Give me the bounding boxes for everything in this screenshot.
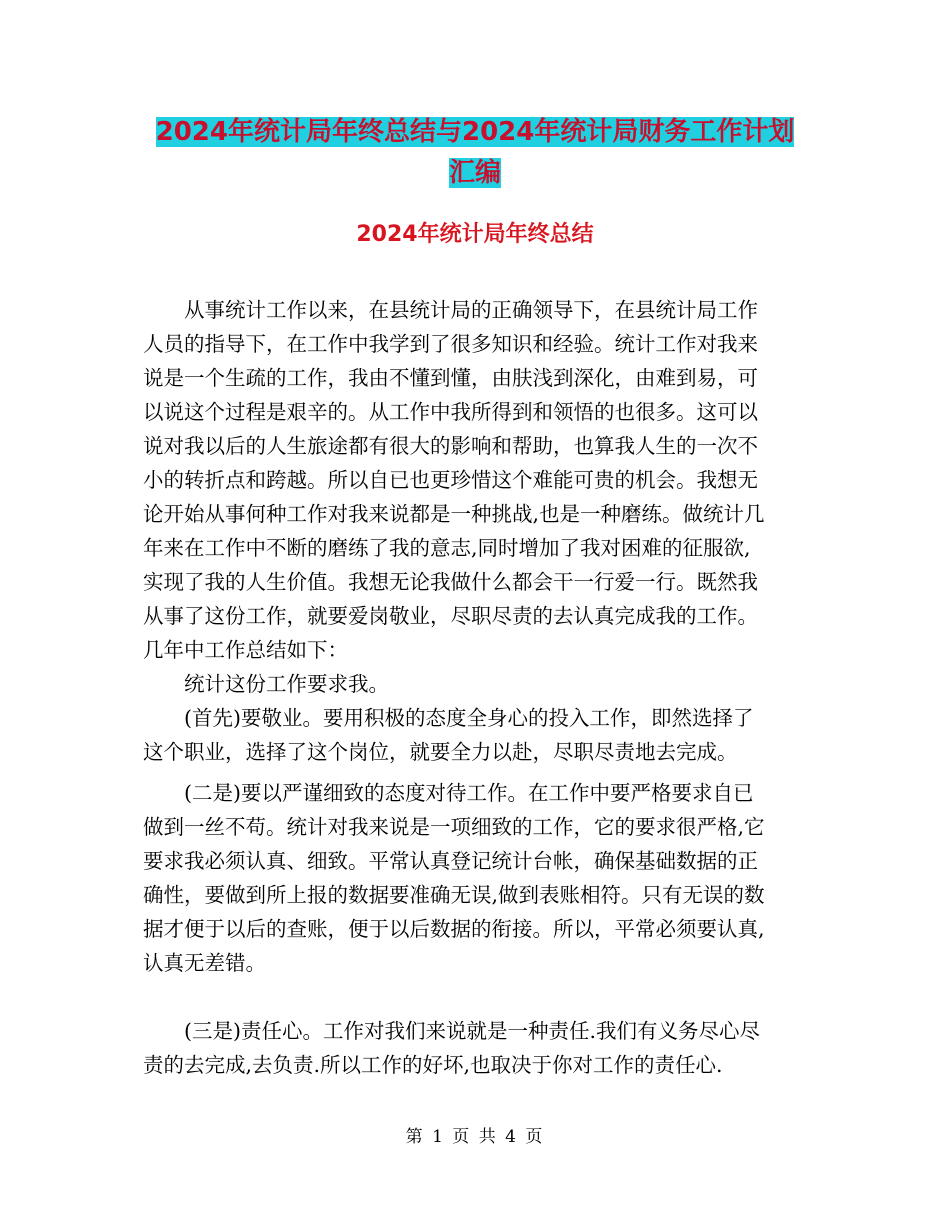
title-highlight: 2024年统计局年终总结与2024年统计局财务工作计划 [155, 117, 795, 147]
text-line: (首先)要敬业。要用积极的态度全身心的投入工作，即然选择了 [143, 706, 754, 730]
text-line: 论开始从事何种工作对我来说都是一种挑战,也是一种磨练。做统计几 [143, 502, 765, 526]
text-line: 认真无差错。 [143, 951, 266, 975]
text-line: 从事了这份工作，就要爱岗敬业，尽职尽责的去认真完成我的工作。 [143, 604, 758, 628]
text-line: 做到一丝不苟。统计对我来说是一项细致的工作，它的要求很严格,它 [143, 815, 765, 839]
text-line: 几年中工作总结如下： [143, 638, 348, 662]
section-heading: 2024年统计局年终总结 [356, 222, 594, 247]
text-line: 这个职业，选择了这个岗位，就要全力以赴，尽职尽责地去完成。 [143, 740, 738, 764]
text-line: 责的去完成,去负责.所以工作的好坏,也取决于你对工作的责任心. [143, 1053, 723, 1077]
document-title-line1 [0, 114, 950, 150]
text-line: (二是)要以严谨细致的态度对待工作。在工作中要严格要求自已 [143, 781, 754, 805]
text-line: (三是)责任心。工作对我们来说就是一种责任.我们有义务尽心尽 [143, 1019, 761, 1043]
page-footer: 第 1 页 共 4 页 [405, 1127, 545, 1147]
text-line: 年来在工作中不断的磨练了我的意志,同时增加了我对困难的征服欲, [143, 536, 751, 560]
text-line: 要求我必须认真、细致。平常认真登记统计台帐，确保基础数据的正 [143, 849, 758, 873]
document-title-line2 [0, 155, 950, 191]
text-line: 确性，要做到所上报的数据要准确无误,做到表账相符。只有无误的数 [143, 883, 765, 907]
text-line: 人员的指导下，在工作中我学到了很多知识和经验。统计工作对我来 [143, 332, 758, 356]
text-line: 说是一个生疏的工作，我由不懂到懂，由肤浅到深化，由难到易，可 [143, 366, 758, 390]
text-line: 统计这份工作要求我。 [143, 672, 389, 696]
text-line: 据才便于以后的查账，便于以后数据的衔接。所以，平常必须要认真, [143, 917, 765, 941]
text-line: 小的转折点和跨越。所以自已也更珍惜这个难能可贵的机会。我想无 [143, 468, 758, 492]
text-line: 说对我以后的人生旅途都有很大的影响和帮助，也算我人生的一次不 [143, 434, 758, 458]
text-line: 以说这个过程是艰辛的。从工作中我所得到和领悟的也很多。这可以 [143, 400, 758, 424]
text-line: 从事统计工作以来，在县统计局的正确领导下，在县统计局工作 [143, 298, 758, 322]
text-line: 实现了我的人生价值。我想无论我做什么都会干一行爱一行。既然我 [143, 570, 758, 594]
title-highlight: 汇编 [448, 158, 501, 188]
